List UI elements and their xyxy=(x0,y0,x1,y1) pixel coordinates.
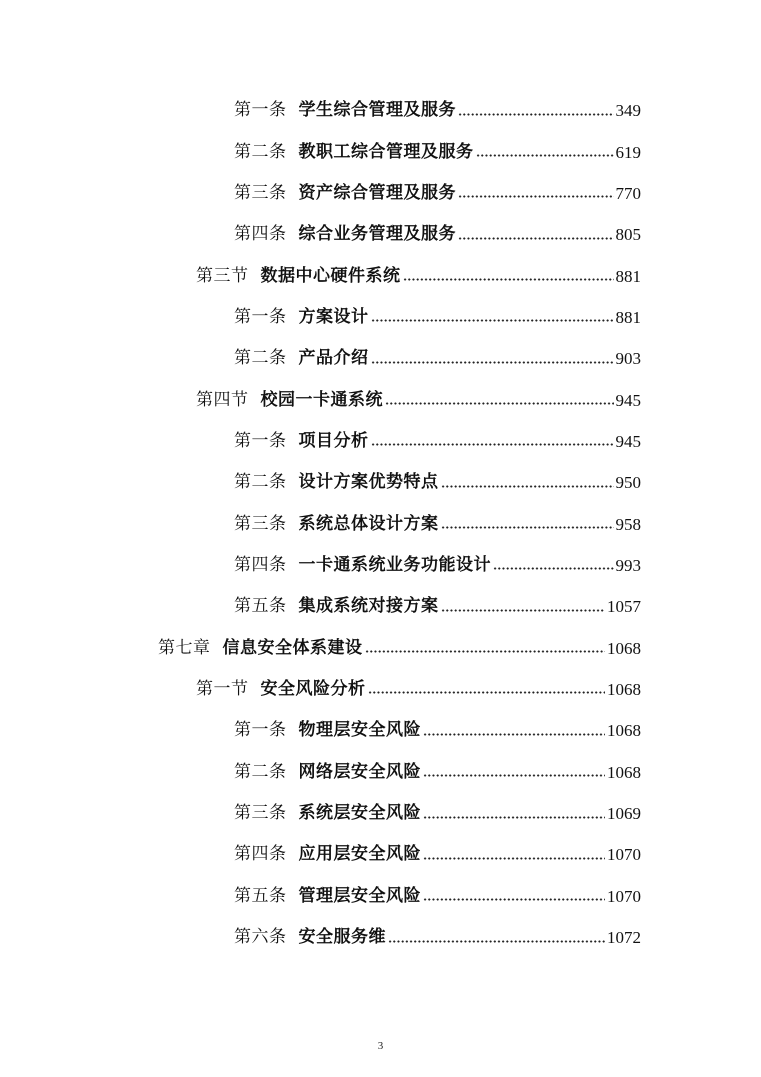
toc-entry-page-number: 1068 xyxy=(607,638,641,658)
toc-dot-leader xyxy=(458,195,614,198)
toc-dot-leader xyxy=(458,237,614,240)
toc-entry-label: 第四条 xyxy=(234,554,287,575)
toc-entry-page-number: 881 xyxy=(615,307,641,327)
toc-entry-label: 第三条 xyxy=(234,803,287,824)
toc-entry-article[interactable] xyxy=(0,545,761,586)
toc-dot-leader xyxy=(441,485,614,488)
toc-dot-leader xyxy=(388,940,605,943)
toc-dot-leader xyxy=(371,443,614,446)
toc-entry-label: 第二条 xyxy=(234,472,287,493)
toc-entry-page-number: 1057 xyxy=(607,597,641,617)
toc-entry-label: 第三条 xyxy=(234,513,287,534)
toc-entry-chapter[interactable] xyxy=(0,627,761,668)
toc-entry-label: 第四条 xyxy=(234,844,287,865)
toc-entry-title: 安全服务维 xyxy=(298,927,386,948)
toc-dot-leader xyxy=(371,361,614,364)
toc-dot-leader xyxy=(423,816,605,819)
toc-entry-label: 第二条 xyxy=(234,761,287,782)
toc-dot-leader xyxy=(365,650,606,653)
toc-entry-article[interactable] xyxy=(0,917,761,958)
toc-dot-leader xyxy=(371,319,614,322)
toc-entry-page-number: 805 xyxy=(615,225,641,245)
toc-entry-title: 学生综合管理及服务 xyxy=(298,100,456,121)
toc-entry-label: 第五条 xyxy=(234,885,287,906)
toc-entry-page-number: 1070 xyxy=(607,886,641,906)
toc-entry-section[interactable] xyxy=(0,379,761,420)
toc-entry-page-number: 993 xyxy=(615,555,641,575)
toc-dot-leader xyxy=(403,278,614,281)
toc-dot-leader xyxy=(441,609,606,612)
table-of-contents xyxy=(0,90,761,958)
toc-entry-label: 第四节 xyxy=(196,389,249,410)
toc-entry-page-number: 1068 xyxy=(607,679,641,699)
toc-entry-title: 教职工综合管理及服务 xyxy=(298,141,474,162)
toc-entry-article[interactable] xyxy=(0,421,761,462)
toc-entry-article[interactable] xyxy=(0,586,761,627)
toc-entry-title: 系统总体设计方案 xyxy=(298,513,439,534)
toc-entry-title: 产品介绍 xyxy=(298,348,369,369)
toc-entry-title: 数据中心硬件系统 xyxy=(260,265,401,286)
toc-entry-page-number: 1068 xyxy=(607,721,641,741)
toc-entry-title: 系统层安全风险 xyxy=(298,803,421,824)
toc-entry-label: 第五条 xyxy=(234,596,287,617)
page-number: 3 xyxy=(377,1040,384,1052)
toc-dot-leader xyxy=(423,857,605,860)
toc-entry-title: 综合业务管理及服务 xyxy=(298,224,456,245)
toc-entry-article[interactable] xyxy=(0,503,761,544)
toc-entry-label: 第二条 xyxy=(234,141,287,162)
toc-dot-leader xyxy=(476,154,614,157)
toc-entry-page-number: 1068 xyxy=(607,762,641,782)
toc-entry-label: 第一条 xyxy=(234,100,287,121)
toc-dot-leader xyxy=(423,774,605,777)
toc-entry-article[interactable] xyxy=(0,214,761,255)
toc-entry-page-number: 1070 xyxy=(607,845,641,865)
toc-entry-page-number: 950 xyxy=(615,473,641,493)
toc-entry-title: 校园一卡通系统 xyxy=(260,389,383,410)
toc-entry-title: 应用层安全风险 xyxy=(298,844,421,865)
toc-entry-article[interactable] xyxy=(0,338,761,379)
toc-dot-leader xyxy=(493,567,614,570)
toc-dot-leader xyxy=(368,691,606,694)
toc-entry-label: 第三条 xyxy=(234,182,287,203)
toc-entry-title: 资产综合管理及服务 xyxy=(298,182,456,203)
toc-dot-leader xyxy=(423,733,605,736)
toc-entry-title: 设计方案优势特点 xyxy=(298,472,439,493)
toc-entry-article[interactable] xyxy=(0,834,761,875)
toc-dot-leader xyxy=(423,898,605,901)
toc-entry-label: 第一条 xyxy=(234,430,287,451)
toc-entry-title: 信息安全体系建设 xyxy=(222,637,363,658)
toc-entry-label: 第一条 xyxy=(234,306,287,327)
toc-entry-label: 第七章 xyxy=(158,637,211,658)
toc-dot-leader xyxy=(385,402,614,405)
toc-entry-title: 管理层安全风险 xyxy=(298,885,421,906)
toc-entry-label: 第三节 xyxy=(196,265,249,286)
toc-entry-title: 集成系统对接方案 xyxy=(298,596,439,617)
toc-dot-leader xyxy=(441,526,614,529)
toc-entry-article[interactable] xyxy=(0,793,761,834)
toc-dot-leader xyxy=(458,113,614,116)
toc-entry-article[interactable] xyxy=(0,752,761,793)
toc-entry-article[interactable] xyxy=(0,876,761,917)
toc-entry-article[interactable] xyxy=(0,90,761,131)
toc-entry-title: 安全风险分析 xyxy=(260,678,366,699)
toc-entry-page-number: 349 xyxy=(615,101,641,121)
toc-entry-title: 物理层安全风险 xyxy=(298,720,421,741)
toc-entry-title: 方案设计 xyxy=(298,306,369,327)
toc-entry-title: 一卡通系统业务功能设计 xyxy=(298,554,491,575)
toc-entry-article[interactable] xyxy=(0,131,761,172)
toc-entry-page-number: 770 xyxy=(615,183,641,203)
toc-entry-label: 第一条 xyxy=(234,720,287,741)
toc-entry-label: 第四条 xyxy=(234,224,287,245)
toc-entry-page-number: 945 xyxy=(615,390,641,410)
toc-entry-page-number: 619 xyxy=(615,142,641,162)
toc-entry-page-number: 881 xyxy=(615,266,641,286)
toc-entry-page-number: 945 xyxy=(615,431,641,451)
toc-entry-article[interactable] xyxy=(0,462,761,503)
toc-entry-article[interactable] xyxy=(0,173,761,214)
toc-entry-title: 项目分析 xyxy=(298,430,369,451)
toc-entry-page-number: 958 xyxy=(615,514,641,534)
toc-entry-section[interactable] xyxy=(0,669,761,710)
toc-entry-label: 第一节 xyxy=(196,678,249,699)
toc-entry-article[interactable] xyxy=(0,297,761,338)
toc-entry-page-number: 1069 xyxy=(607,804,641,824)
toc-entry-section[interactable] xyxy=(0,255,761,296)
toc-entry-page-number: 903 xyxy=(615,349,641,369)
toc-entry-label: 第六条 xyxy=(234,927,287,948)
toc-entry-article[interactable] xyxy=(0,710,761,751)
toc-entry-label: 第二条 xyxy=(234,348,287,369)
toc-entry-page-number: 1072 xyxy=(607,928,641,948)
toc-entry-title: 网络层安全风险 xyxy=(298,761,421,782)
